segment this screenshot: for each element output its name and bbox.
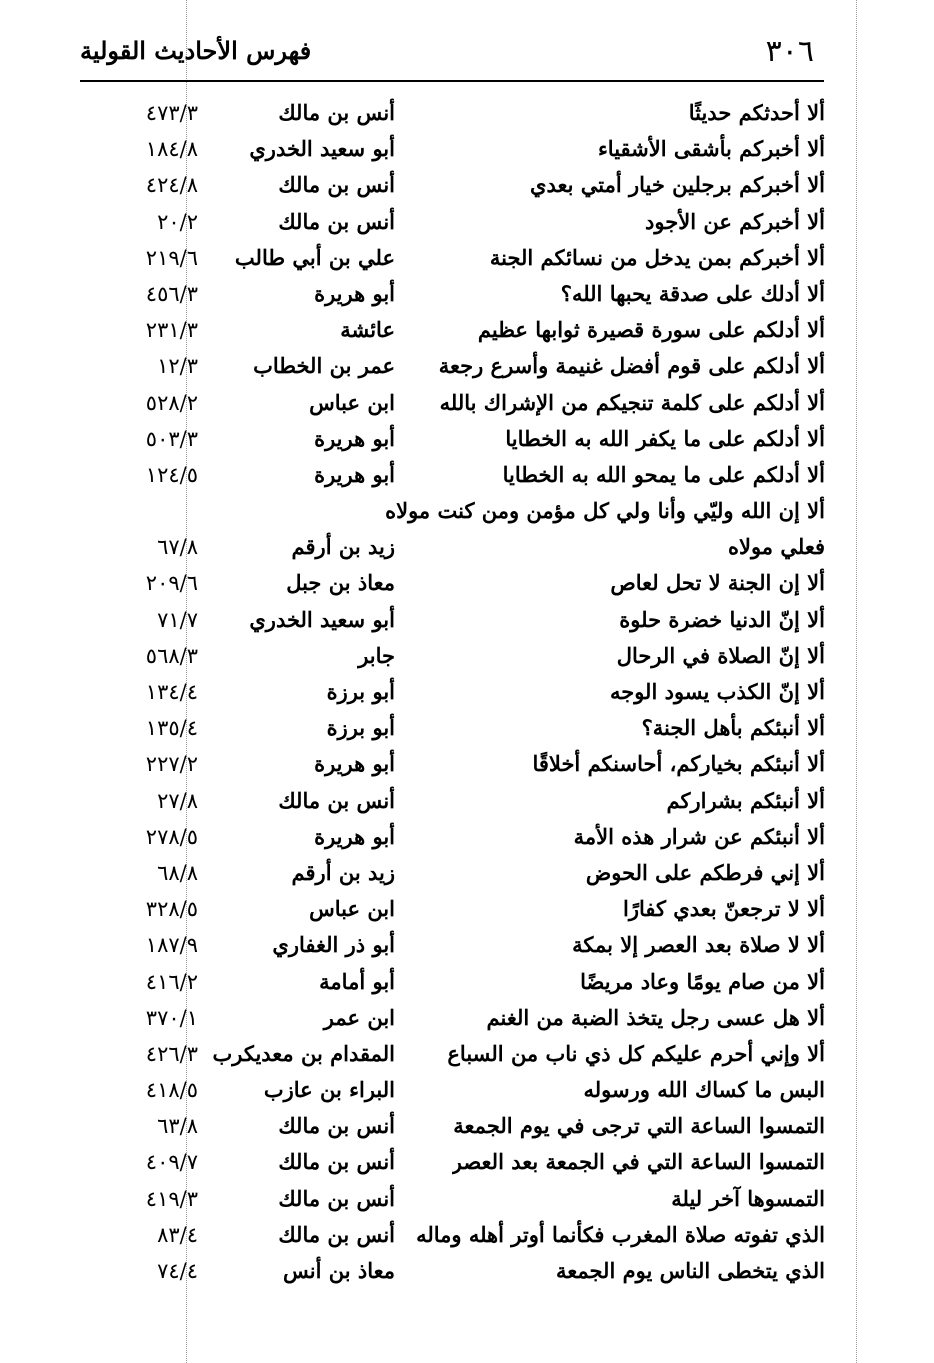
hadith-text: ألا أنبئكم بشراركم [666,787,825,813]
narrator-name: عمر بن الخطاب [253,353,395,379]
hadith-text: ألا أخبركم بأشقى الأشقياء [597,136,825,162]
hadith-text: ألا أحدثكم حديثًا [688,100,825,125]
hadith-index-list [80,95,825,1289]
page-number: ٣٠٦ [765,34,814,69]
index-entry [80,276,825,312]
volume-page-ref: ٤٧٣/٣ [145,101,198,125]
volume-page-ref: ٢١٩/٦ [145,245,198,270]
index-entry [80,1072,825,1108]
narrator-name: المقدام بن معديكرب [212,1040,395,1066]
index-entry [80,167,825,203]
hadith-text: فعلي مولاه [727,534,825,560]
narrator-name: أبو ذر الغفاري [272,932,395,958]
volume-page-ref: ١٣٤/٤ [145,680,198,704]
index-entry [80,855,825,891]
hadith-text: ألا من صام يومًا وعاد مريضًا [580,968,825,994]
volume-page-ref: ٢٠/٢ [157,209,198,234]
hadith-text: ألا أخبركم برجلين خيار أمتي بعدي [530,172,825,198]
index-entry [80,783,825,819]
volume-page-ref: ٥٠٣/٣ [145,426,198,451]
hadith-text: ألا إني فرطكم على الحوض [585,859,825,885]
index-entry [80,819,825,855]
narrator-name: أبو هريرة [314,751,395,777]
hadith-text: ألا أنبئكم بخياركم، أحاسنكم أخلاقًا [532,751,825,777]
index-entry [80,457,825,493]
index-entry [80,493,825,529]
hadith-text: الذي يتخطى الناس يوم الجمعة [555,1258,825,1283]
hadith-text: ألا وإني أحرم عليكم كل ذي ناب من السباع [447,1040,825,1066]
narrator-name: أنس بن مالك [278,787,395,813]
volume-page-ref: ٤٥٦/٣ [145,281,198,306]
index-entry [80,348,825,384]
volume-page-ref: ١٨٧/٩ [145,933,198,958]
narrator-name: ابن عباس [309,389,395,415]
hadith-text: ألا أخبركم عن الأجود [645,208,825,234]
index-entry [80,204,825,240]
hadith-text: ألا أدلك على صدقة يحبها الله؟ [560,280,825,306]
index-entry [80,240,825,276]
hadith-text: التمسوها آخر ليلة [671,1185,825,1211]
narrator-name: أبو هريرة [314,823,395,849]
volume-page-ref: ٥٦٨/٣ [145,643,198,668]
index-entry [80,674,825,710]
index-entry [80,385,825,421]
narrator-name: أنس بن مالك [278,208,395,234]
index-entry [80,1108,825,1144]
hadith-text: ألا أدلكم على قوم أفضل غنيمة وأسرع رجعة [438,353,825,379]
hadith-text: ألا إن الله وليّي وأنا ولي كل مؤمن ومن كنت مولاه [385,498,825,524]
narrator-name: أبو أمامة [319,968,395,994]
volume-page-ref: ٤٠٩/٧ [145,1150,198,1175]
volume-page-ref: ٤٢٦/٣ [145,1041,198,1066]
narrator-name: أنس بن مالك [278,100,395,125]
hadith-text: ألا إنّ الصلاة في الرحال [616,642,825,668]
hadith-text: ألا لا ترجعنّ بعدي كفارًا [623,896,825,922]
narrator-name: أنس بن مالك [278,1221,395,1247]
narrator-name: أنس بن مالك [278,1149,395,1175]
narrator-name: أنس بن مالك [278,1113,395,1139]
index-entry [80,602,825,638]
scan-dotted-line [856,0,857,1363]
volume-page-ref: ٦٨/٨ [157,860,198,885]
hadith-text: ألا هل عسى رجل يتخذ الضبة من الغنم [486,1004,825,1030]
index-entry [80,927,825,963]
index-entry [80,1144,825,1180]
hadith-text: التمسوا الساعة التي في الجمعة بعد العصر [451,1149,825,1175]
hadith-text: ألا إنّ الدنيا خضرة حلوة [619,606,825,632]
index-entry [80,710,825,746]
narrator-name: أبو سعيد الخدري [249,136,395,162]
volume-page-ref: ٧١/٧ [157,607,198,632]
hadith-text: التمسوا الساعة التي ترجى في يوم الجمعة [453,1113,825,1139]
volume-page-ref: ٦٣/٨ [157,1114,198,1139]
index-entry [80,891,825,927]
narrator-name: أنس بن مالك [278,172,395,198]
index-entry [80,964,825,1000]
index-entry [80,95,825,131]
index-entry [80,312,825,348]
volume-page-ref: ٨٣/٤ [157,1222,198,1247]
hadith-text: البس ما كساك الله ورسوله [583,1077,825,1103]
volume-page-ref: ٣٢٨/٥ [145,897,198,922]
narrator-name: أنس بن مالك [278,1185,395,1211]
hadith-text: ألا لا صلاة بعد العصر إلا بمكة [572,932,825,958]
narrator-name: معاذ بن جبل [286,570,395,596]
volume-page-ref: ٢٣١/٣ [145,318,198,343]
index-entry [80,638,825,674]
index-entry [80,565,825,601]
narrator-name: زيد بن أرقم [291,534,395,560]
hadith-text: ألا أدلكم على سورة قصيرة ثوابها عظيم [477,317,825,343]
narrator-name: البراء بن عازب [263,1077,395,1103]
index-entry [80,1253,825,1289]
volume-page-ref: ٢٢٧/٢ [145,752,198,777]
narrator-name: ابن عباس [309,896,395,922]
hadith-text: ألا أدلكم على ما يمحو الله به الخطايا [502,461,825,487]
volume-page-ref: ١٨٤/٨ [145,137,198,162]
page-header [80,28,824,80]
index-entry [80,529,825,565]
hadith-text: ألا إن الجنة لا تحل لعاص [610,570,825,596]
index-entry [80,421,825,457]
narrator-name: علي بن أبي طالب [234,244,395,270]
index-entry [80,1036,825,1072]
volume-page-ref: ٤١٩/٣ [145,1186,198,1211]
volume-page-ref: ٦٧/٨ [157,535,198,560]
narrator-name: أبو سعيد الخدري [249,606,395,632]
narrator-name: جابر [358,642,395,668]
volume-page-ref: ١٢/٣ [157,354,198,379]
narrator-name: عائشة [340,317,395,343]
volume-page-ref: ٧٤/٤ [157,1259,198,1283]
header-rule [80,80,824,82]
narrator-name: ابن عمر [323,1004,395,1030]
index-entry [80,746,825,782]
volume-page-ref: ٢٠٩/٦ [145,571,198,596]
hadith-text: ألا أدلكم على كلمة تنجيكم من الإشراك بالله [439,389,825,415]
volume-page-ref: ٤١٨/٥ [145,1078,198,1103]
hadith-text: ألا إنّ الكذب يسود الوجه [609,679,825,704]
index-entry [80,1181,825,1217]
hadith-text: ألا أخبركم بمن يدخل من نسائكم الجنة [489,244,825,270]
hadith-text: ألا أنبئكم عن شرار هذه الأمة [573,823,825,849]
narrator-name: زيد بن أرقم [291,859,395,885]
volume-page-ref: ١٢٤/٥ [145,462,198,487]
narrator-name: معاذ بن أنس [282,1258,395,1283]
volume-page-ref: ٣٧٠/١ [145,1005,198,1030]
volume-page-ref: ٢٧٨/٥ [145,824,198,849]
volume-page-ref: ٤٢٤/٨ [145,173,198,198]
narrator-name: أبو هريرة [314,461,395,487]
hadith-text: ألا أدلكم على ما يكفر الله به الخطايا [505,425,825,451]
volume-page-ref: ٤١٦/٢ [145,969,198,994]
running-title: فهرس الأحاديث القولية [80,36,312,65]
index-entry [80,1217,825,1253]
index-entry [80,1000,825,1036]
narrator-name: أبو هريرة [314,425,395,451]
volume-page-ref: ٥٢٨/٢ [145,390,198,415]
volume-page-ref: ١٣٥/٤ [145,716,198,741]
index-entry [80,131,825,167]
hadith-text: الذي تفوته صلاة المغرب فكأنما أوتر أهله وماله [416,1221,825,1247]
narrator-name: أبو برزة [326,715,395,741]
volume-page-ref: ٢٧/٨ [157,788,198,813]
narrator-name: أبو برزة [326,679,395,704]
narrator-name: أبو هريرة [314,280,395,306]
hadith-text: ألا أنبئكم بأهل الجنة؟ [641,715,825,741]
